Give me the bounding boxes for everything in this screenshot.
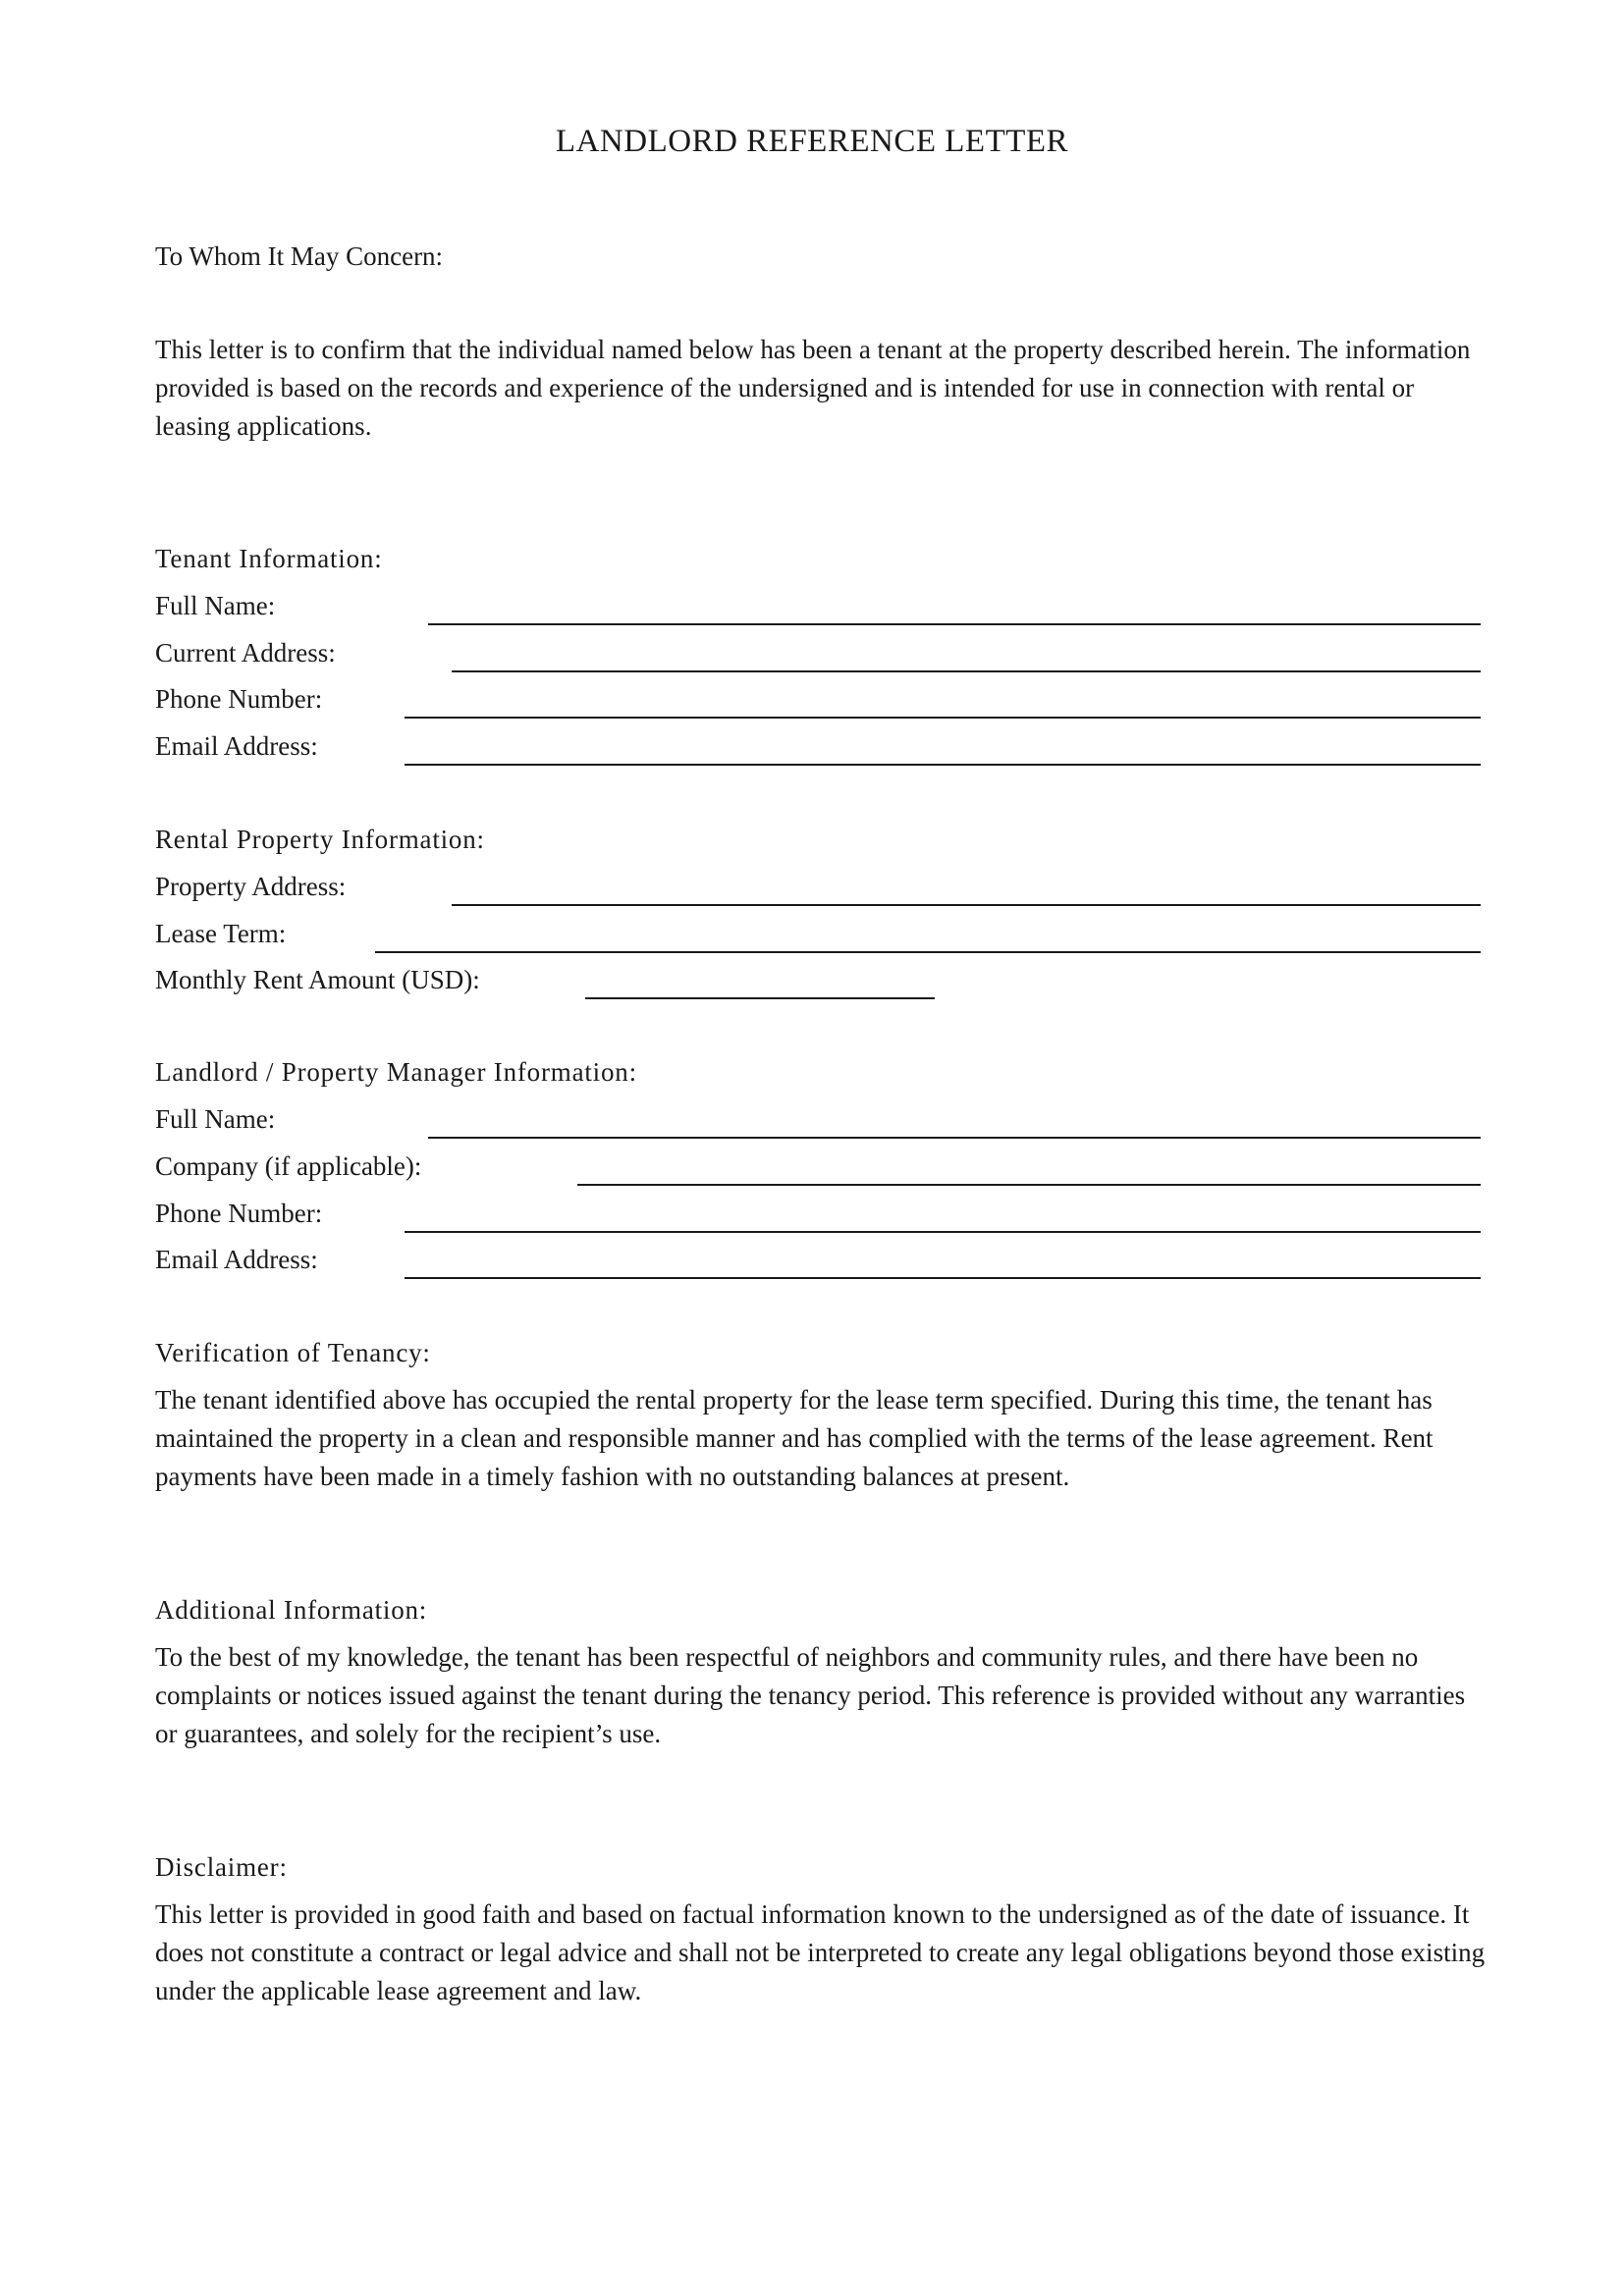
tenant-full-name-row xyxy=(155,587,1481,625)
landlord-company-label: Company (if applicable): xyxy=(155,1151,422,1181)
tenant-phone-row xyxy=(155,680,1481,719)
landlord-email-row xyxy=(155,1241,1481,1279)
tenant-full-name-label: Full Name: xyxy=(155,591,276,620)
tenant-current-address-label: Current Address: xyxy=(155,638,336,667)
property-info-heading: Rental Property Information: xyxy=(155,825,485,854)
tenant-current-address-field[interactable] xyxy=(452,670,1481,672)
tenant-email-field[interactable] xyxy=(405,764,1481,766)
landlord-email-label: Email Address: xyxy=(155,1245,318,1274)
monthly-rent-label: Monthly Rent Amount (USD): xyxy=(155,965,480,994)
document-title: LANDLORD REFERENCE LETTER xyxy=(555,124,1069,159)
tenant-info-heading: Tenant Information: xyxy=(155,544,383,573)
landlord-full-name-label: Full Name: xyxy=(155,1104,276,1134)
lease-term-field[interactable] xyxy=(375,951,1481,953)
landlord-email-field[interactable] xyxy=(405,1277,1481,1279)
verification-heading: Verification of Tenancy: xyxy=(155,1338,431,1367)
lease-term-label: Lease Term: xyxy=(155,919,287,948)
property-address-label: Property Address: xyxy=(155,872,347,901)
landlord-company-row xyxy=(155,1148,1481,1186)
additional-info-paragraph: To the best of my knowledge, the tenant has been respectful of neighbors and community rules, and there have been no complaints or notices issued against the tenant during the tenancy period. This reference is provided without any warranties or guarantees, and solely for the recipient’s use. xyxy=(155,1642,1466,1748)
intro-paragraph: This letter is to confirm that the individual named below has been a tenant at the property described herein. The information provided is based on the records and experience of the undersigned and is intended for use in connection with rental or leasing applications. xyxy=(155,335,1471,441)
tenant-full-name-field[interactable] xyxy=(428,623,1481,625)
landlord-phone-label: Phone Number: xyxy=(155,1199,323,1228)
tenant-email-label: Email Address: xyxy=(155,731,318,761)
monthly-rent-row xyxy=(155,961,941,999)
property-address-row xyxy=(155,868,1481,906)
additional-info-heading: Additional Information: xyxy=(155,1595,428,1625)
salutation: To Whom It May Concern: xyxy=(155,241,444,271)
tenant-phone-label: Phone Number: xyxy=(155,684,323,714)
landlord-phone-field[interactable] xyxy=(405,1231,1481,1233)
disclaimer-paragraph: This letter is provided in good faith and based on factual information known to the undersigned as of the date of issuance. It does not constitute a contract or legal advice and shall not be interpreted to create any legal obligations beyond those existing under the applicable lease agreement and law. xyxy=(155,1899,1486,2005)
property-address-field[interactable] xyxy=(452,904,1481,906)
lease-term-row xyxy=(155,915,1481,953)
landlord-company-field[interactable] xyxy=(577,1184,1481,1186)
verification-paragraph: The tenant identified above has occupied the rental property for the lease term specified. During this time, the tenant has maintained the property in a clean and responsible manner and has complied with the terms of the lease agreement. Rent payments have been made in a timely fashion with no outstanding balances at present. xyxy=(155,1385,1434,1491)
tenant-current-address-row xyxy=(155,634,1481,672)
tenant-phone-field[interactable] xyxy=(405,717,1481,719)
landlord-phone-row xyxy=(155,1195,1481,1233)
monthly-rent-field[interactable] xyxy=(585,997,935,999)
landlord-full-name-row xyxy=(155,1100,1481,1139)
landlord-full-name-field[interactable] xyxy=(428,1137,1481,1139)
disclaimer-heading: Disclaimer: xyxy=(155,1852,288,1882)
tenant-email-row xyxy=(155,727,1481,766)
landlord-info-heading: Landlord / Property Manager Information: xyxy=(155,1057,637,1087)
